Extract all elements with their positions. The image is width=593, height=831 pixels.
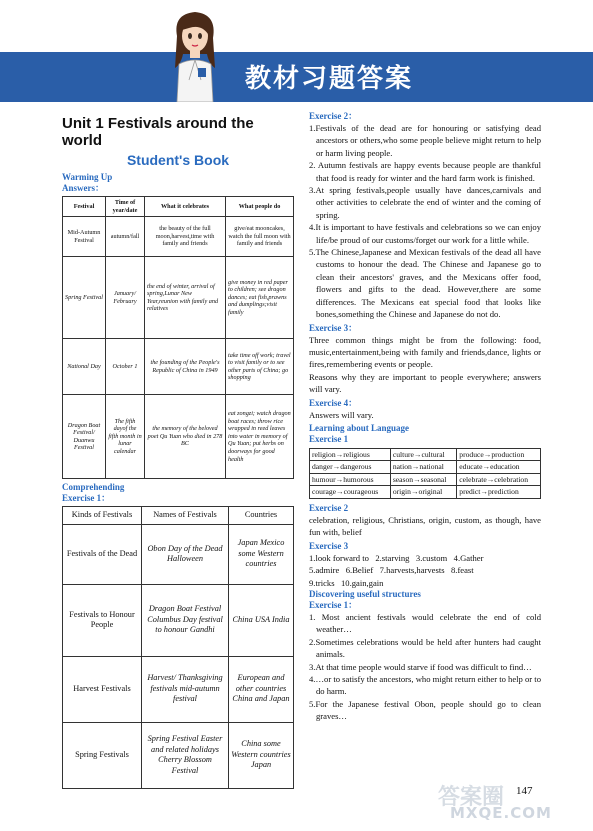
list-item: 3.At spring festivals,people usually have dances,carnivals and other activities to celebrate the end of winter and the coming of spring. bbox=[309, 185, 541, 220]
table-row bbox=[63, 584, 294, 656]
list-item: 3.At that time people would starve if food was difficult to find… bbox=[309, 661, 532, 672]
festival-kinds-table bbox=[62, 506, 294, 789]
table-row bbox=[310, 486, 541, 499]
exercise-2-heading: Exercise 2： bbox=[309, 111, 358, 121]
exercise-4-heading: Exercise 4： bbox=[309, 397, 358, 408]
list-item: 2.Sometimes celebrations would be held after hunters had caught animals. bbox=[309, 636, 541, 660]
table-cell: produce→production bbox=[457, 448, 541, 461]
exercise-3b-heading: Exercise 3 bbox=[309, 540, 349, 551]
table-cell: the end of winter, arrival of spring,Lunar New Year,reunion with family and relatives bbox=[145, 257, 226, 339]
table-cell: Harvest Festivals bbox=[63, 656, 142, 722]
exercise-1c-heading: Exercise 1： bbox=[309, 599, 358, 610]
table-cell: October 1 bbox=[106, 339, 145, 395]
table-cell: Spring Festival bbox=[63, 257, 106, 339]
table-row bbox=[63, 257, 294, 339]
list-item: 2. Autumn festivals are happy events because people are thankful that food is ready for winter and the hard farm work is finished. bbox=[309, 160, 541, 183]
table-cell: Spring Festival Easter and related holidays Cherry Blossom Festival bbox=[142, 722, 229, 788]
word-forms-table bbox=[309, 448, 541, 499]
exercise-3-heading: Exercise 3： bbox=[309, 322, 358, 333]
table-cell: take time off work; travel to visit family or to see other parts of China; go shopping bbox=[226, 339, 294, 395]
list-item: 5.admire 6.Belief 7.harvests,harvests 8.feast bbox=[309, 565, 474, 576]
table-header-row bbox=[63, 197, 294, 217]
table-cell: the founding of the People's Republic of China in 1949 bbox=[145, 339, 226, 395]
exercise-3-text: Three common things might be from the following: food, music,entertainment,being with family and friends,dance, lights or fires,remembering events or people. bbox=[309, 334, 541, 370]
table-header: Kinds of Festivals bbox=[63, 507, 142, 525]
festival-table bbox=[62, 196, 294, 479]
table-row bbox=[63, 656, 294, 722]
table-cell: Festivals of the Dead bbox=[63, 524, 142, 584]
table-cell: eat zongzi; watch dragon boat races; throw rice wrapped in reed leaves into water in memory of Qu Yuan; put herbs on doorways for good health bbox=[226, 395, 294, 479]
table-cell: celebrate→celebration bbox=[457, 473, 541, 486]
table-cell: give money in red paper to children; see dragon dances; eat fish,prawns and dumplings;visit family bbox=[226, 257, 294, 339]
page-number: 147 bbox=[516, 785, 533, 797]
table-cell: humour→humorous bbox=[310, 473, 391, 486]
table-cell: the memory of the beloved poet Qu Yuan who died in 278 BC bbox=[145, 395, 226, 479]
table-cell: Dragon Boat Festival Columbus Day festival to honour Gandhi bbox=[142, 584, 229, 656]
table-header: What it celebrates bbox=[145, 197, 226, 217]
table-cell: Spring Festivals bbox=[63, 722, 142, 788]
table-cell: courage→courageous bbox=[310, 486, 391, 499]
exercise-1b-heading: Exercise 1 bbox=[309, 433, 349, 444]
book-title: Student's Book bbox=[126, 152, 230, 168]
table-cell: danger→dangerous bbox=[310, 461, 391, 474]
table-cell: autumn/fall bbox=[106, 217, 145, 257]
table-cell: origin→original bbox=[390, 486, 456, 499]
comprehending-heading: Comprehending bbox=[62, 482, 125, 493]
exercise-2b-text: celebration, religious, Christians, origin, custom, as though, have fun with, belief bbox=[309, 514, 541, 538]
list-item: 1.Festivals of the dead are for honouring or satisfying dead ancestors or others,who some people believe might return to help or harm living people. bbox=[309, 123, 541, 158]
table-header-row bbox=[63, 507, 294, 525]
list-item: 1. Most ancient festivals would celebrate the end of cold weather… bbox=[309, 611, 541, 635]
table-row bbox=[310, 461, 541, 474]
list-item: 9.tricks 10.gain,gain bbox=[309, 577, 384, 588]
table-cell: Dragon Boat Festival/ Duanwu Festival bbox=[63, 395, 106, 479]
table-cell: Harvest/ Thanksgiving festivals mid-autumn festival bbox=[142, 656, 229, 722]
table-cell: nation→national bbox=[390, 461, 456, 474]
table-cell: culture→cultural bbox=[390, 448, 456, 461]
table-cell: give/eat mooncakes, watch the full moon with family and friends bbox=[226, 217, 294, 257]
header-title: 教材习题答案 bbox=[245, 64, 414, 94]
exercise-3-text-2: Reasons why they are important to people everywhere; answers will vary. bbox=[309, 371, 541, 395]
table-header: What people do bbox=[226, 197, 294, 217]
content bbox=[0, 105, 593, 831]
list-item: 4.…or to satisfy the ancestors, who might return either to help or to do harm. bbox=[309, 674, 541, 697]
warming-up-heading: Warming Up bbox=[62, 172, 113, 182]
exercise-2b-heading: Exercise 2 bbox=[309, 502, 349, 513]
table-cell: season→seasonal bbox=[390, 473, 456, 486]
table-cell: the beauty of the full moon,harvest,time with family and friends bbox=[145, 217, 226, 257]
watermark-url: MXQE.COM bbox=[450, 804, 552, 822]
table-cell: Mid-Autumn Festival bbox=[63, 217, 106, 257]
watermark-logo: 答案圈 bbox=[438, 785, 505, 810]
table-cell: European and other countries China and Japan bbox=[229, 656, 294, 722]
table-header: Countries bbox=[229, 507, 294, 525]
left-column bbox=[62, 111, 294, 789]
table-header: Names of Festivals bbox=[142, 507, 229, 525]
discovering-structures-heading: Discovering useful structures bbox=[309, 588, 421, 599]
list-item: 4.It is important to have festivals and celebrations so we can enjoy life/be proud of our customs/forget our work for a little while. bbox=[309, 222, 541, 245]
table-cell: Obon Day of the Dead Halloween bbox=[142, 524, 229, 584]
learning-about-language-heading: Learning about Language bbox=[309, 422, 410, 433]
table-cell: January/ February bbox=[106, 257, 145, 339]
table-row bbox=[63, 339, 294, 395]
table-header: Festival bbox=[63, 197, 106, 217]
unit-title: Unit 1 Festivals around the world bbox=[62, 115, 254, 149]
table-cell: China some Western countries Japan bbox=[229, 722, 294, 788]
table-row bbox=[63, 524, 294, 584]
table-row bbox=[310, 473, 541, 486]
header bbox=[0, 0, 593, 105]
answers-heading: Answers： bbox=[62, 183, 104, 193]
exercise-1-heading: Exercise 1： bbox=[62, 493, 111, 504]
table-row bbox=[63, 395, 294, 479]
table-cell: China USA India bbox=[229, 584, 294, 656]
list-item: 5.For the Japanese festival Obon, people should go to clean graves… bbox=[309, 698, 541, 722]
table-cell: The fifth dayof the fifth month in lunar calendar bbox=[106, 395, 145, 479]
table-header: Time of year/date bbox=[106, 197, 145, 217]
table-cell: National Day bbox=[63, 339, 106, 395]
table-row bbox=[63, 217, 294, 257]
list-item: 5.The Chinese,Japanese and Mexican festivals of the dead all have customs to honour the dead. The Chinese and Japanese go to clean their ancestors' graves, and the Mexicans offer food, flowers and gifts to the dead. However,there are some differences. The Mexicans eat special food that looks like bones,something the Chinese and Japanese do not do. bbox=[309, 247, 541, 320]
exercise-4-text: Answers will vary. bbox=[309, 409, 374, 420]
table-row bbox=[63, 722, 294, 788]
girl-illustration bbox=[165, 6, 225, 102]
list-item: 1.look forward to 2.starving 3.custom 4.Gather bbox=[309, 552, 484, 563]
table-cell: Festivals to Honour People bbox=[63, 584, 142, 656]
table-cell: Japan Mexico some Western countries bbox=[229, 524, 294, 584]
table-cell: predict→prediction bbox=[457, 486, 541, 499]
right-column bbox=[309, 111, 541, 723]
table-cell: educate→education bbox=[457, 461, 541, 474]
table-row bbox=[310, 448, 541, 461]
table-cell: religion→religious bbox=[310, 448, 391, 461]
